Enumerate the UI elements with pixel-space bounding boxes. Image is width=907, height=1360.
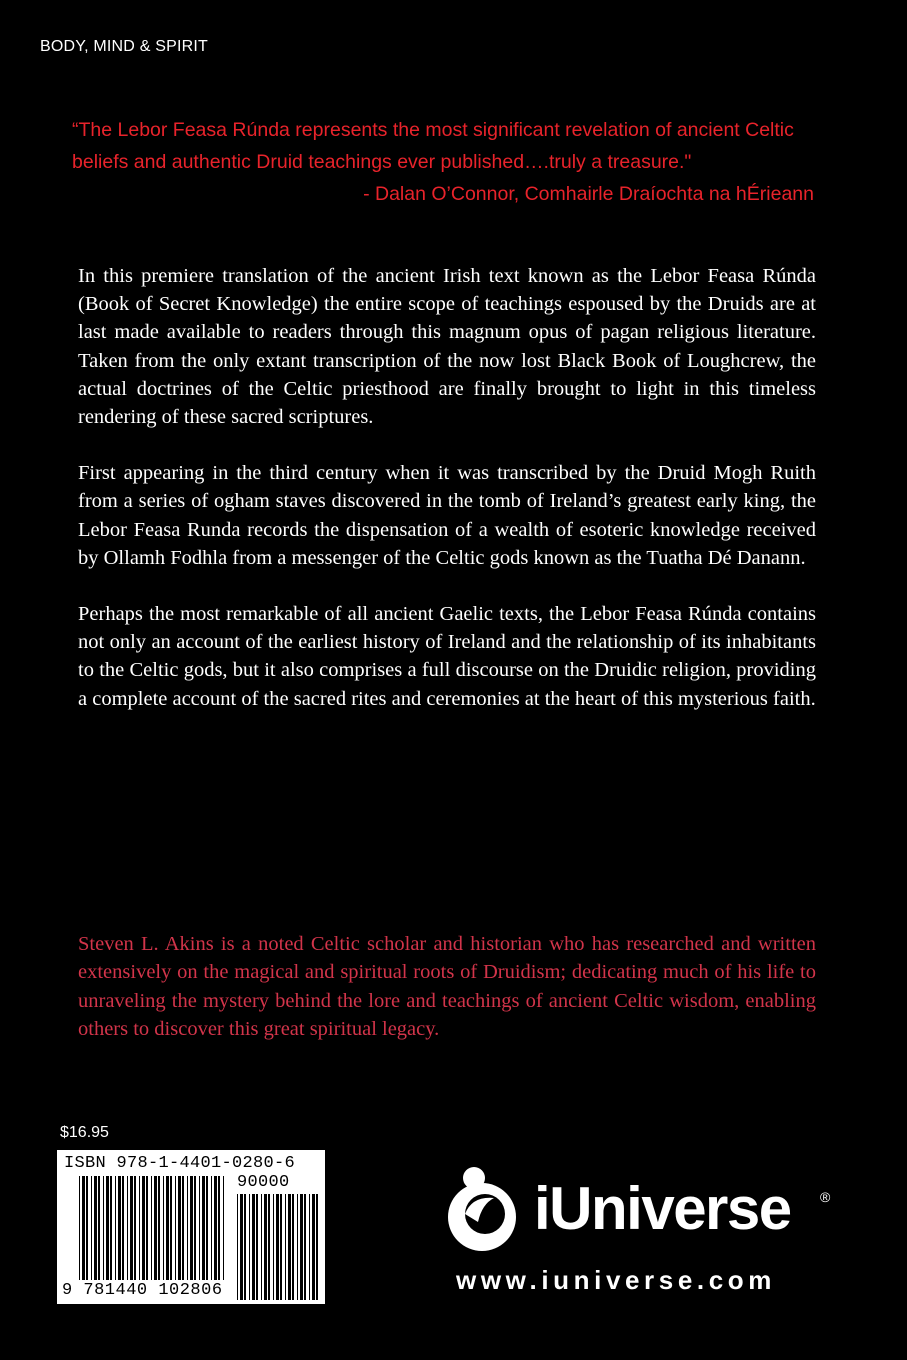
publisher-website: www.iuniverse.com — [456, 1265, 776, 1295]
barcode-bar — [240, 1194, 243, 1300]
barcode-bar — [297, 1194, 298, 1300]
barcode-bar — [276, 1194, 279, 1300]
barcode-bar — [158, 1176, 160, 1280]
barcode-bar — [127, 1176, 128, 1280]
barcode-addon-code: 90000 — [237, 1173, 290, 1192]
barcode-bar — [82, 1176, 85, 1280]
barcode-bar — [130, 1176, 133, 1280]
barcode-bar — [304, 1194, 306, 1300]
author-bio: Steven L. Akins is a noted Celtic scholar and historian who has researched and written extensively on the magical and spiritual roots of Druidism; dedicating much of his life to unraveling the mystery behind the lore and teachings of ancient Celtic wisdom, enabling others to discover this great spiritual legacy. — [78, 933, 816, 1041]
barcode-bar — [280, 1194, 282, 1300]
endorsement-quote — [72, 114, 816, 210]
category-label: BODY, MIND & SPIRIT — [40, 38, 208, 55]
barcode-bar — [91, 1176, 92, 1280]
barcode-bar — [178, 1176, 181, 1280]
barcode-bar — [194, 1176, 196, 1280]
barcode-bar — [288, 1194, 291, 1300]
barcode-bar — [163, 1176, 164, 1280]
quote-attribution: - Dalan O’Connor, Comhairle Draíochta na hÉrieann — [363, 183, 814, 205]
price-label: $16.95 — [60, 1124, 109, 1141]
barcode-bar — [312, 1194, 315, 1300]
barcode-bar — [264, 1194, 267, 1300]
barcode-bar — [118, 1176, 121, 1280]
barcode-bar — [122, 1176, 124, 1280]
barcode-bar — [115, 1176, 116, 1280]
barcode-bar — [151, 1176, 152, 1280]
barcode-bar — [218, 1176, 220, 1280]
barcode-bar — [249, 1194, 250, 1300]
isbn-label: ISBN 978-1-4401-0280-6 — [64, 1154, 296, 1173]
barcode-bar — [182, 1176, 184, 1280]
barcode-bar — [98, 1176, 100, 1280]
barcode-bar — [261, 1194, 262, 1300]
registered-mark: ® — [820, 1189, 831, 1205]
barcode-bar — [187, 1176, 188, 1280]
barcode-bar — [134, 1176, 136, 1280]
barcode-bar — [285, 1194, 286, 1300]
publisher-name: iUniverse — [534, 1175, 791, 1242]
description-paragraph: First appearing in the third century when it was transcribed by the Druid Mogh Ruith from a series of ogham staves discovered in the tomb of Ireland’s greatest early king, the Lebor Feasa Runda records the dispensation of a wealth of esoteric knowledge received by Ollamh Fodhla from a messenger of the Celtic gods known as the Tuatha Dé Danann. — [78, 462, 816, 569]
barcode-bar — [142, 1176, 145, 1280]
isbn-barcode — [57, 1150, 325, 1304]
barcode-bar — [300, 1194, 303, 1300]
barcode-bar — [154, 1176, 157, 1280]
barcode-bar — [106, 1176, 109, 1280]
barcode-bar — [237, 1194, 238, 1300]
barcode-bar — [103, 1176, 104, 1280]
barcode-bar — [170, 1176, 172, 1280]
barcode-digits: 9 781440 102806 — [62, 1281, 223, 1300]
barcode-bar — [94, 1176, 97, 1280]
barcode-bar — [175, 1176, 176, 1280]
barcode-bar — [244, 1194, 246, 1300]
description-paragraph: Perhaps the most remarkable of all ancient Gaelic texts, the Lebor Feasa Rúnda contains not only an account of the earliest history of Ireland and the relationship of its inhabitants to the Celtic gods, but it also comprises a full discourse on the Druidic religion, providing a complete account of the sacred rites and ceremonies at the heart of this mysterious faith. — [78, 603, 816, 710]
barcode-bar — [199, 1176, 200, 1280]
barcode-bar — [139, 1176, 140, 1280]
publisher-logo — [438, 1160, 838, 1260]
barcode-bar — [268, 1194, 270, 1300]
barcode-bar — [316, 1194, 318, 1300]
barcode-bar — [211, 1176, 212, 1280]
book-description — [78, 262, 816, 741]
barcode-bar — [309, 1194, 310, 1300]
barcode-bar — [166, 1176, 169, 1280]
barcode-bar — [223, 1176, 224, 1280]
barcode-bar — [252, 1194, 255, 1300]
quote-text: “The Lebor Feasa Rúnda represents the most significant revelation of ancient Celtic beliefs and authentic Druid teachings ever published….truly a treasure." — [72, 119, 794, 173]
barcode-bar — [206, 1176, 208, 1280]
barcode-bar — [214, 1176, 217, 1280]
barcode-bar — [273, 1194, 274, 1300]
description-paragraph: In this premiere translation of the ancient Irish text known as the Lebor Feasa Rúnda (Book of Secret Knowledge) the entire scope of teachings espoused by the Druids are at last made available to readers through this magnum opus of pagan religious literature. Taken from the only extant transcription of the now lost Black Book of Loughcrew, the actual doctrines of the Celtic priesthood are finally brought to light in this timeless rendering of these sacred scriptures. — [78, 265, 816, 429]
barcode-bar — [110, 1176, 112, 1280]
barcode-bar — [256, 1194, 258, 1300]
publisher-swirl-icon — [438, 1160, 528, 1260]
barcode-bar — [190, 1176, 193, 1280]
barcode-bar — [202, 1176, 205, 1280]
barcode-bar — [79, 1176, 80, 1280]
barcode-bar — [86, 1176, 88, 1280]
barcode-bar — [146, 1176, 148, 1280]
barcode-bar — [292, 1194, 294, 1300]
